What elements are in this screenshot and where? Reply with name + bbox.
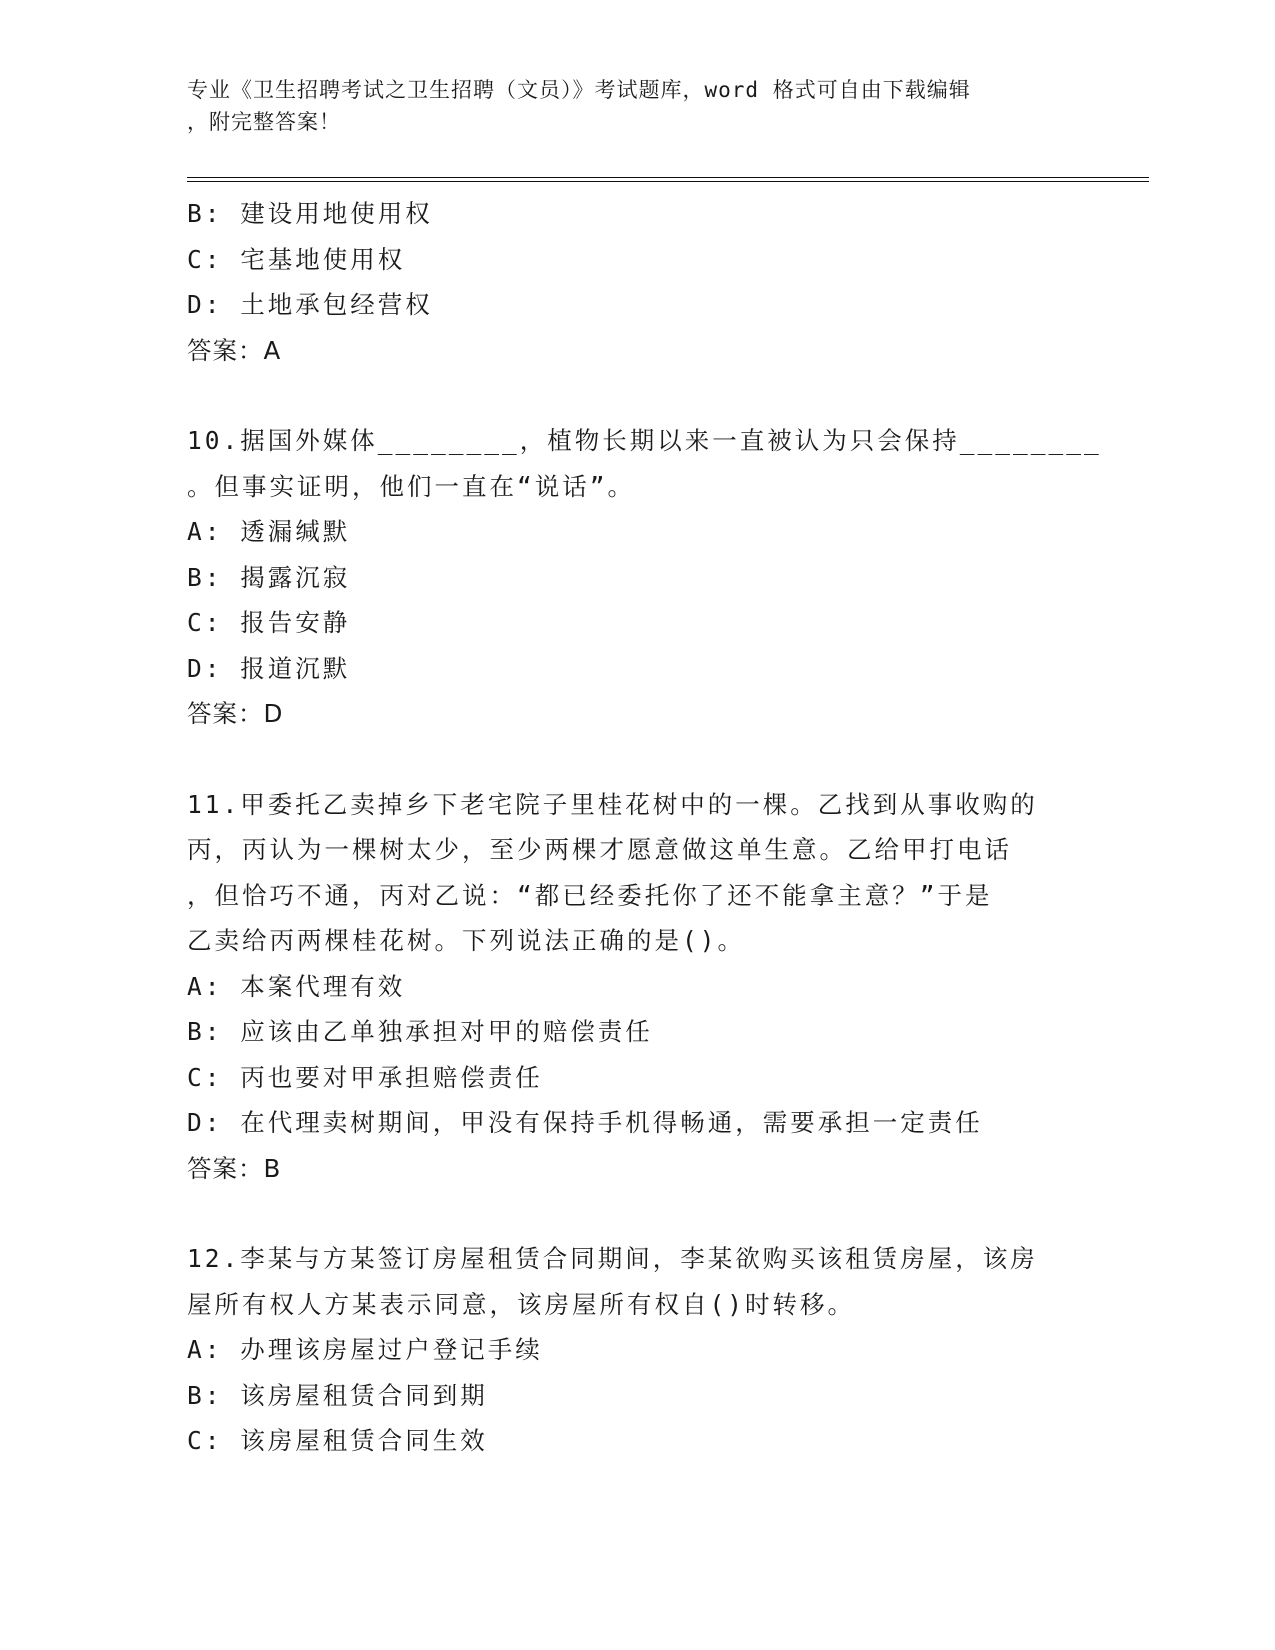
question-stem: 10.据国外媒体________，植物长期以来一直被认为只会保持________ — [187, 426, 1102, 455]
option: A: 办理该房屋过户登记手续 — [187, 1335, 543, 1364]
header-title-line: ，附完整答案！ — [187, 110, 341, 134]
question-10 — [187, 418, 1102, 737]
question-12 — [187, 1236, 1087, 1464]
header-divider — [187, 177, 1149, 178]
option: B: 建设用地使用权 — [187, 199, 433, 228]
question-11 — [187, 782, 1087, 1192]
option: B: 应该由乙单独承担对甲的赔偿责任 — [187, 1017, 653, 1046]
document-header — [187, 74, 1067, 138]
answer: 答案：A — [187, 335, 282, 365]
question-stem: 屋所有权人方某表示同意，该房屋所有权自()时转移。 — [187, 1289, 855, 1319]
option: A: 本案代理有效 — [187, 971, 406, 1001]
option: D: 土地承包经营权 — [187, 290, 433, 319]
question-stem: 。但事实证明，他们一直在“说话”。 — [187, 471, 635, 501]
question-stem: ，但恰巧不通，丙对乙说：“都已经委托你了还不能拿主意？”于是 — [187, 880, 993, 910]
option: C: 报告安静 — [187, 608, 351, 637]
option: D: 在代理卖树期间，甲没有保持手机得畅通，需要承担一定责任 — [187, 1108, 983, 1137]
option: B: 该房屋租赁合同到期 — [187, 1380, 488, 1410]
answer: 答案：B — [187, 1153, 282, 1183]
header-title-line: 专业《卫生招聘考试之卫生招聘（文员）》考试题库，word 格式可自由下载编辑 — [187, 78, 971, 102]
question-stem: 11.甲委托乙卖掉乡下老宅院子里桂花树中的一棵。乙找到从事收购的 — [187, 789, 1038, 819]
header-divider — [187, 181, 1149, 182]
option: C: 该房屋租赁合同生效 — [187, 1426, 488, 1455]
option: D: 报道沉默 — [187, 653, 351, 683]
question-list — [187, 191, 1102, 1464]
question-stem: 丙，丙认为一棵树太少，至少两棵才愿意做这单生意。乙给甲打电话 — [187, 835, 1012, 864]
option: B: 揭露沉寂 — [187, 562, 351, 592]
option: C: 丙也要对甲承担赔偿责任 — [187, 1062, 543, 1092]
question-stem: 乙卖给丙两棵桂花树。下列说法正确的是()。 — [187, 926, 745, 955]
question-stem: 12.李某与方某签订房屋租赁合同期间，李某欲购买该租赁房屋，该房 — [187, 1244, 1038, 1273]
answer: 答案：D — [187, 699, 284, 728]
option: C: 宅基地使用权 — [187, 244, 406, 274]
option: A: 透漏缄默 — [187, 517, 351, 546]
